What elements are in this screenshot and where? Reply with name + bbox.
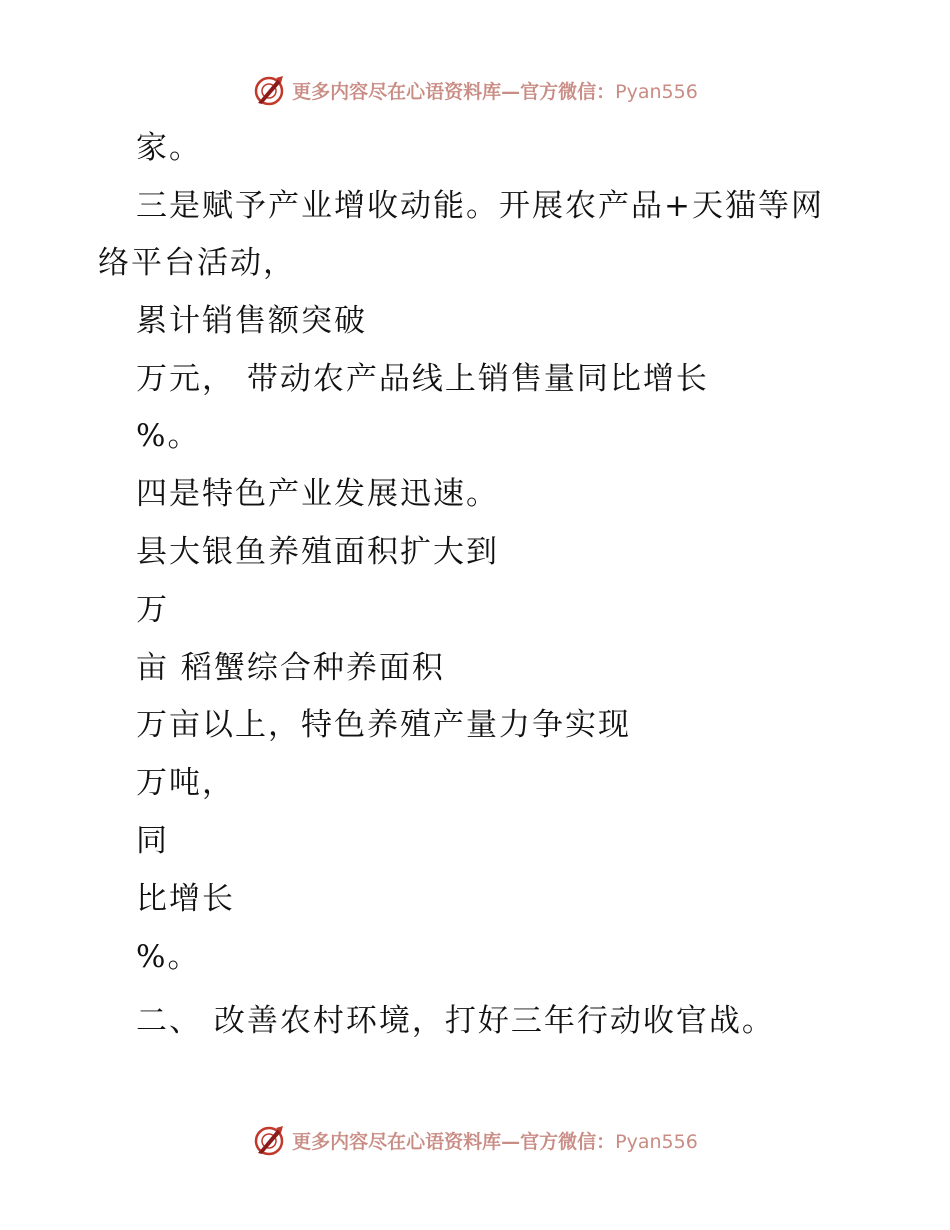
text-line: 比增长: [136, 881, 235, 917]
text-line: 亩 稻蟹综合种养面积: [136, 650, 445, 686]
text-line: 四是特色产业发展迅速。: [136, 476, 499, 512]
text-line: 家。: [136, 130, 202, 166]
text-line: 万吨，: [136, 765, 235, 801]
text-line: 三是赋予产业增收动能。开展农产品+天猫等网: [136, 188, 824, 224]
text-line: 同: [136, 823, 169, 859]
text-line: 万亩以上，特色养殖产量力争实现: [136, 707, 631, 743]
watermark-handle: Pyan556: [615, 80, 698, 103]
text-line: 万: [136, 592, 169, 628]
text-line: 络平台活动，: [98, 245, 296, 281]
footer-watermark: [0, 1120, 950, 1160]
watermark-handle: Pyan556: [615, 1130, 698, 1153]
quill-logo-icon: [252, 73, 286, 107]
quill-logo-icon: [252, 1123, 286, 1157]
text-line: 县大银鱼养殖面积扩大到: [136, 534, 499, 570]
text-line: 二、 改善农村环境，打好三年行动收官战。: [136, 1003, 775, 1039]
header-watermark: [0, 70, 950, 110]
text-line: 累计销售额突破: [136, 303, 367, 339]
text-line: %。: [136, 418, 201, 454]
watermark-text: 更多内容尽在心语资料库—官方微信：Pyan556: [292, 80, 698, 103]
text-line: 万元， 带动农产品线上销售量同比增长: [136, 361, 709, 397]
text-line: %。: [136, 939, 201, 975]
watermark-text: 更多内容尽在心语资料库—官方微信：Pyan556: [292, 1130, 698, 1153]
